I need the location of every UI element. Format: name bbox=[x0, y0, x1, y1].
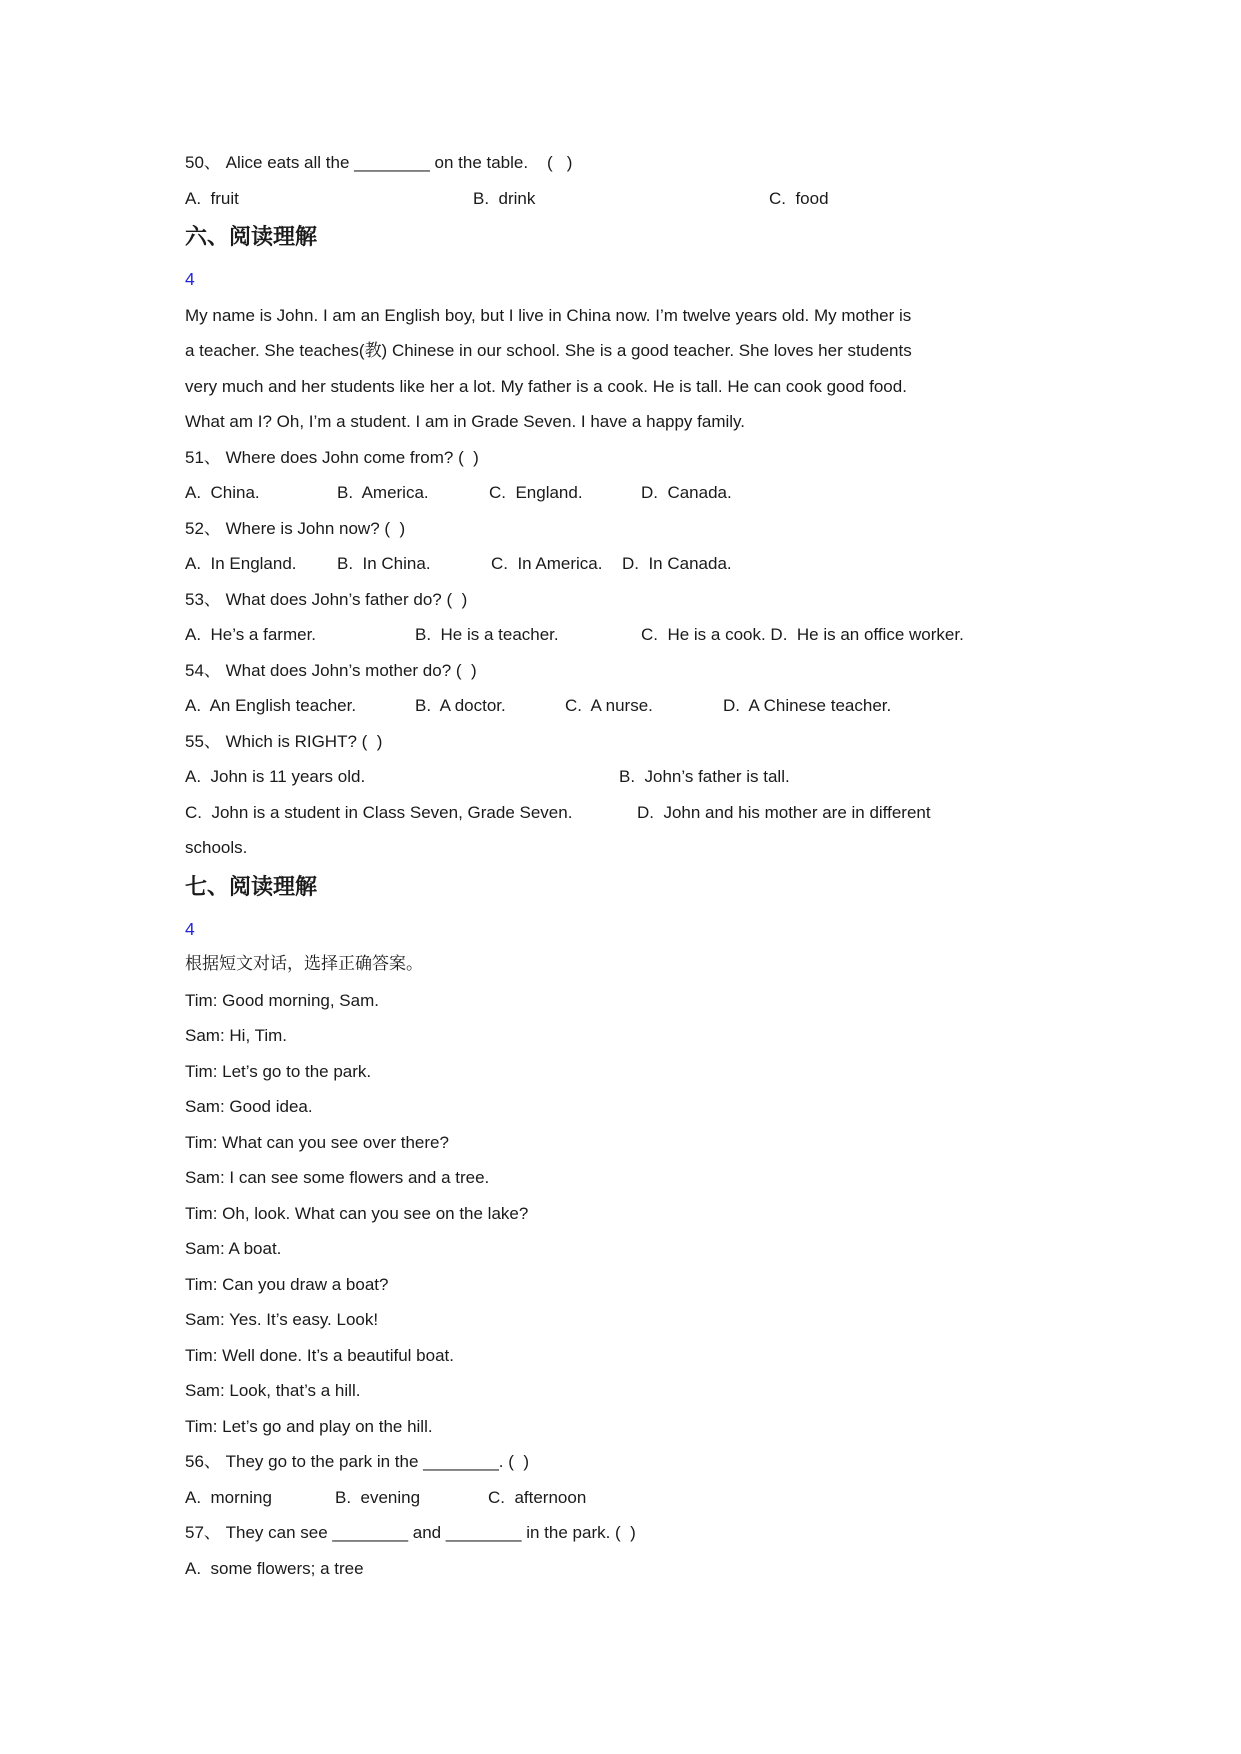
dialogue-line: Tim: Let’s go to the park. bbox=[185, 1061, 372, 1081]
exam-page bbox=[185, 145, 1145, 1586]
option-b: B. John’s father is tall. bbox=[619, 767, 790, 786]
option-d: D. Canada. bbox=[641, 483, 732, 502]
option-a: A. fruit bbox=[185, 188, 239, 208]
question-53-options bbox=[185, 617, 1145, 653]
option-a: A. morning bbox=[185, 1487, 272, 1507]
option-b: B. America. bbox=[337, 483, 429, 502]
question-54-options bbox=[185, 688, 1145, 724]
question-56-options bbox=[185, 1480, 1145, 1516]
option-a: A. He’s a farmer. bbox=[185, 625, 317, 644]
question-53: 53、 What does John’s father do? ( ) bbox=[185, 589, 468, 609]
passage-line: My name is John. I am an English boy, but I live in China now. I’m twelve years old. My mother is bbox=[185, 305, 912, 325]
option-b: B. drink bbox=[473, 188, 536, 208]
section-7-heading: 七、阅读理解 bbox=[185, 874, 318, 900]
dialogue-line: Sam: Yes. It’s easy. Look! bbox=[185, 1310, 379, 1329]
option-a: A. China. bbox=[185, 483, 260, 502]
option-d: D. John and his mother are in different bbox=[637, 802, 931, 822]
question-56: 56、 They go to the park in the ________. ( ) bbox=[185, 1452, 529, 1471]
question-55: 55、 Which is RIGHT? ( ) bbox=[185, 731, 383, 751]
question-52: 52、 Where is John now? ( ) bbox=[185, 518, 406, 538]
section-6-heading: 六、阅读理解 bbox=[185, 225, 318, 250]
option-c: C. A nurse. bbox=[565, 696, 653, 715]
option-c: C. food bbox=[769, 188, 829, 208]
option-b: B. In China. bbox=[337, 554, 431, 573]
question-51-options bbox=[185, 475, 1145, 511]
dialogue-line: Tim: Well done. It’s a beautiful boat. bbox=[185, 1345, 454, 1365]
option-c: C. John is a student in Class Seven, Grade Seven. bbox=[185, 802, 573, 822]
section-7-instruction: 根据短文对话，选择正确答案。 bbox=[185, 954, 423, 974]
dialogue-line: Tim: Can you draw a boat? bbox=[185, 1274, 389, 1294]
option-c-d: C. He is a cook. D. He is an office worker. bbox=[641, 625, 964, 644]
option-a: A. some flowers; a tree bbox=[185, 1558, 364, 1578]
question-51: 51、 Where does John come from? ( ) bbox=[185, 447, 479, 467]
option-b: B. evening bbox=[335, 1487, 421, 1507]
option-b: B. He is a teacher. bbox=[415, 625, 559, 644]
dialogue-line: Sam: Look, that’s a hill. bbox=[185, 1381, 361, 1400]
dialogue-line: Sam: Hi, Tim. bbox=[185, 1026, 288, 1045]
passage-line: very much and her students like her a lot. My father is a cook. He is tall. He can cook good food. bbox=[185, 376, 907, 396]
dialogue-line: Sam: Good idea. bbox=[185, 1097, 313, 1116]
dialogue-line: Sam: A boat. bbox=[185, 1239, 282, 1258]
question-50: 50、 Alice eats all the ________ on the table. ( ) bbox=[185, 153, 573, 172]
dialogue-line: Tim: Oh, look. What can you see on the lake? bbox=[185, 1203, 529, 1223]
dialogue-line: Tim: Good morning, Sam. bbox=[185, 990, 379, 1010]
option-a: A. An English teacher. bbox=[185, 696, 357, 715]
option-c: C. afternoon bbox=[488, 1487, 587, 1507]
option-b: B. A doctor. bbox=[415, 696, 506, 715]
question-52-options bbox=[185, 546, 1145, 582]
option-a: A. John is 11 years old. bbox=[185, 767, 366, 786]
passage-line: a teacher. She teaches(教) Chinese in our school. She is a good teacher. She loves her students bbox=[185, 341, 912, 360]
option-d: D. In Canada. bbox=[622, 554, 732, 573]
section-7-marker: 4 bbox=[185, 918, 195, 939]
question-55-options-cd bbox=[185, 795, 1145, 831]
question-54: 54、 What does John’s mother do? ( ) bbox=[185, 660, 477, 680]
option-c: C. England. bbox=[489, 483, 583, 502]
question-57: 57、 They can see ________ and ________ in the park. ( ) bbox=[185, 1523, 636, 1542]
option-a: A. In England. bbox=[185, 554, 297, 573]
dialogue-line: Tim: What can you see over there? bbox=[185, 1132, 449, 1152]
question-55-options-ab bbox=[185, 759, 1145, 795]
question-50-options bbox=[185, 181, 1145, 217]
passage-line: What am I? Oh, I’m a student. I am in Grade Seven. I have a happy family. bbox=[185, 412, 746, 431]
dialogue-line: Sam: I can see some flowers and a tree. bbox=[185, 1168, 490, 1187]
section-6-marker: 4 bbox=[185, 269, 195, 289]
option-d: D. A Chinese teacher. bbox=[723, 696, 892, 715]
dialogue-line: Tim: Let’s go and play on the hill. bbox=[185, 1416, 433, 1436]
option-c: C. In America. bbox=[491, 554, 603, 573]
question-57-options bbox=[185, 1551, 1145, 1587]
option-d-continuation: schools. bbox=[185, 838, 248, 857]
